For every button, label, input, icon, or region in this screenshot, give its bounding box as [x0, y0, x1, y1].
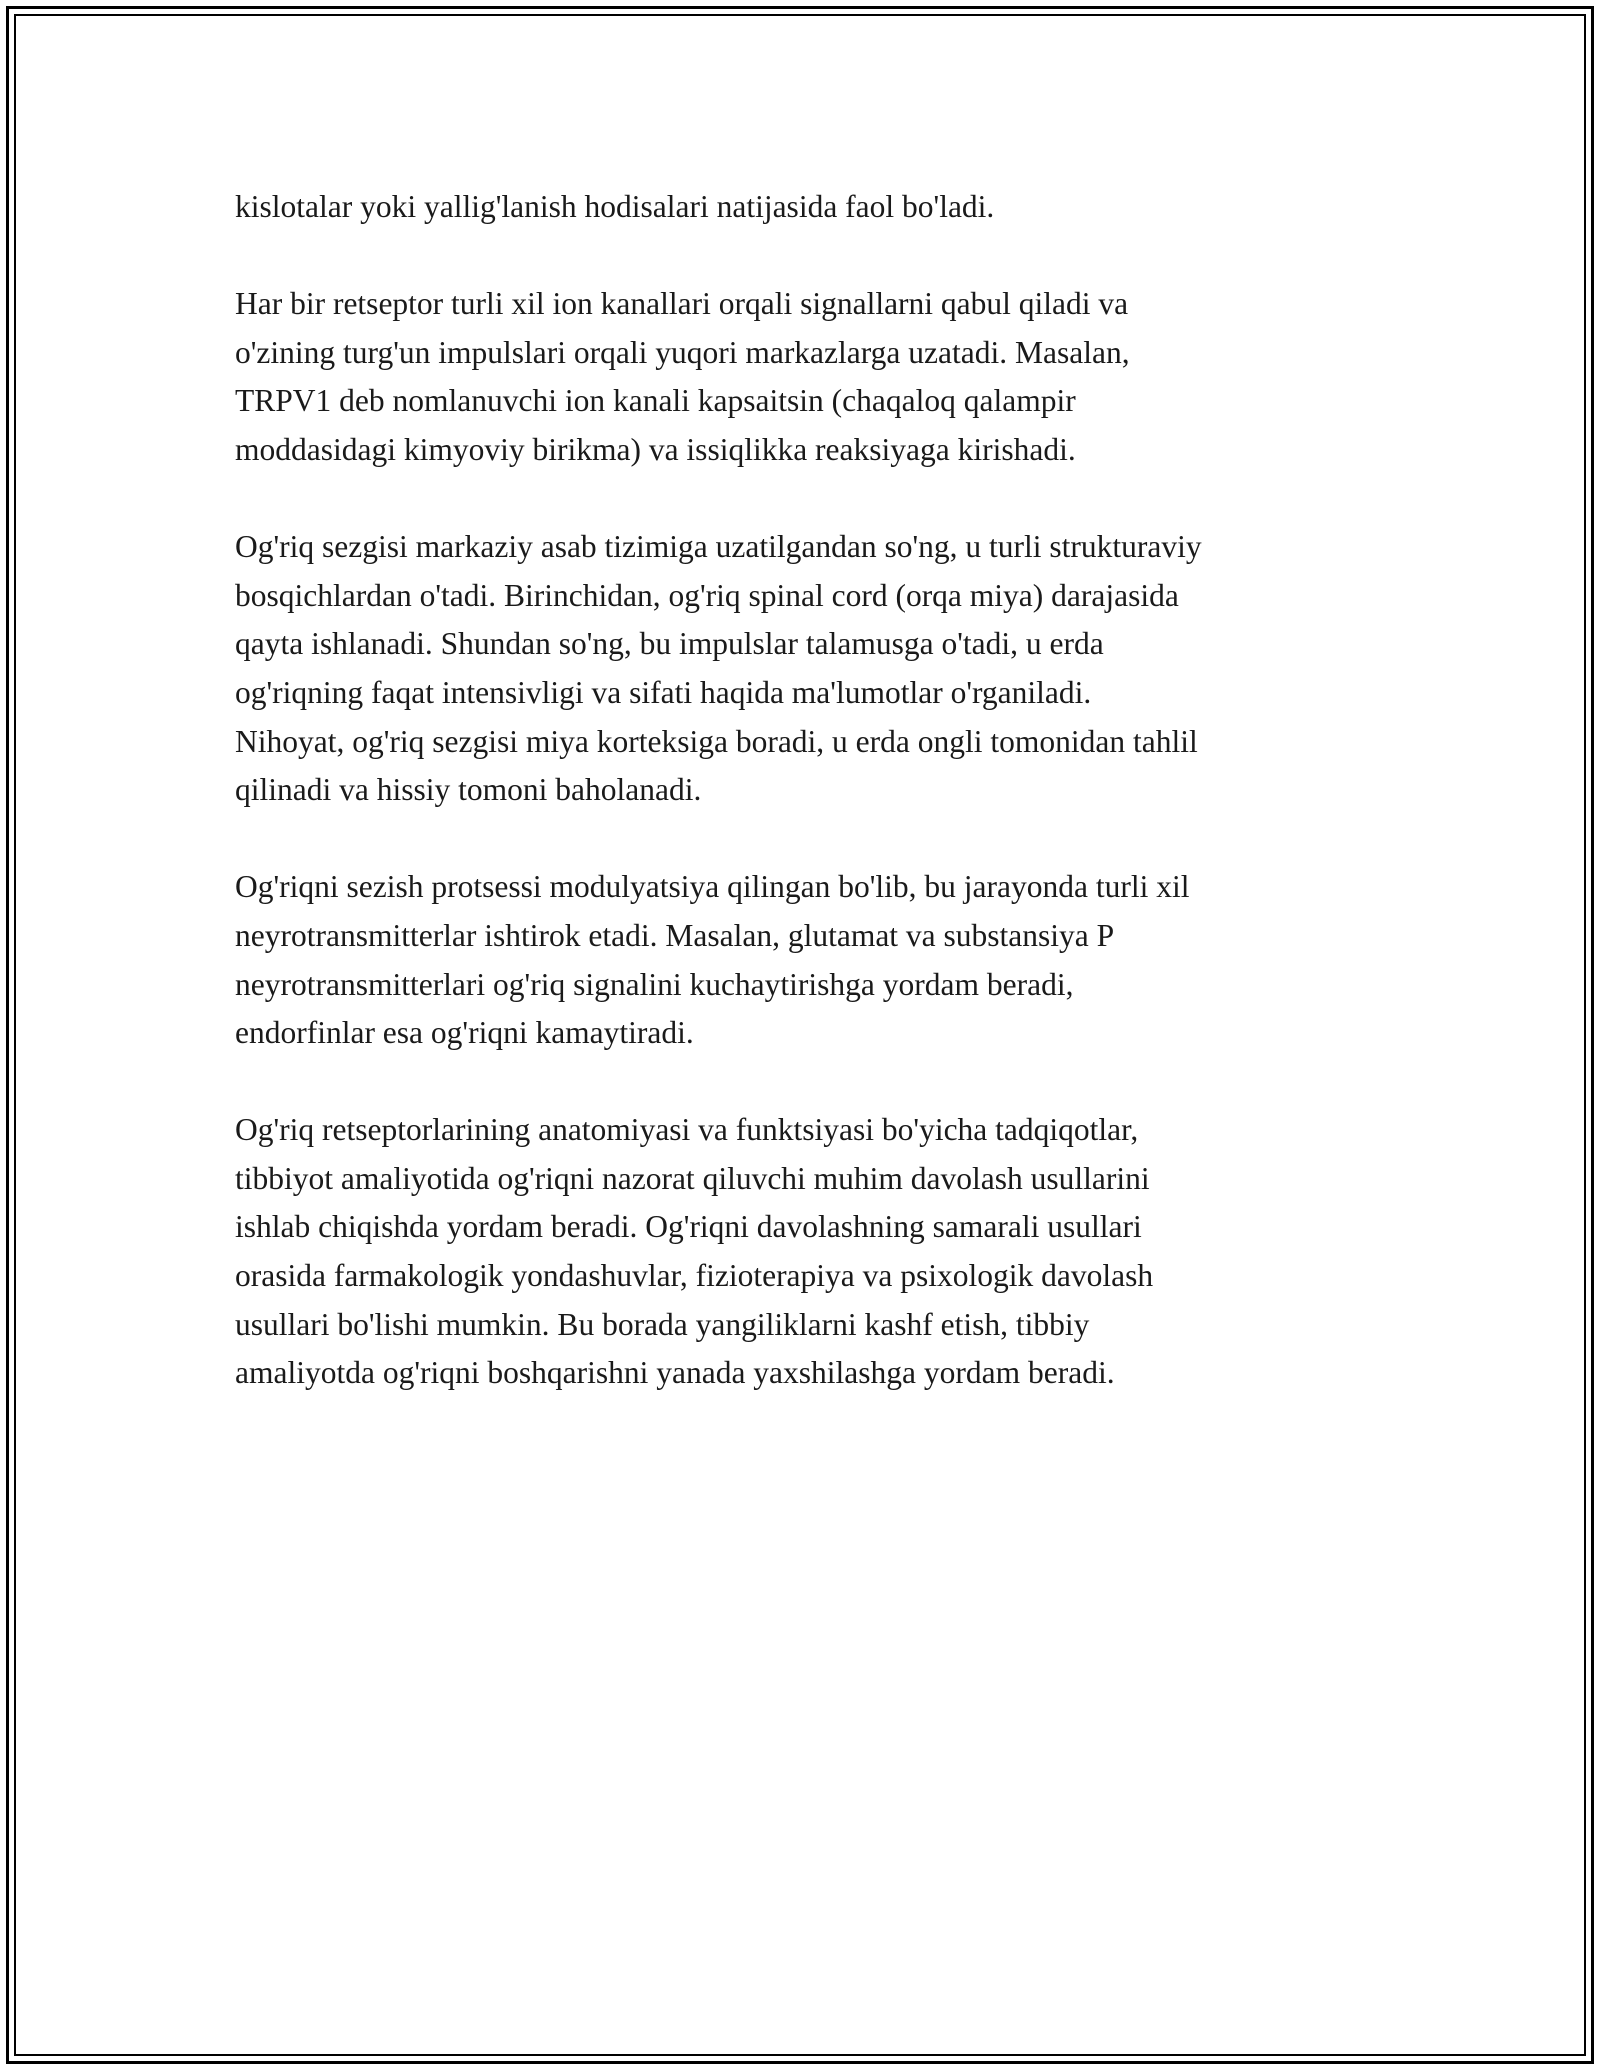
paragraph-3: [235, 523, 1385, 815]
text-line: neyrotransmitterlari og'riq signalini kuchaytirishga yordam beradi,: [235, 966, 1074, 1002]
text-line: tibbiyot amaliyotida og'riqni nazorat qiluvchi muhim davolash usullarini: [235, 1160, 1150, 1196]
text-line: bosqichlardan o'tadi. Birinchidan, og'riq spinal cord (orqa miya) darajasida: [235, 577, 1179, 613]
text-line: ishlab chiqishda yordam beradi. Og'riqni davolashning samarali usullari: [235, 1209, 1142, 1245]
text-line: Og'riqni sezish protsessi modulyatsiya qilingan bo'lib, bu jarayonda turli xil: [235, 869, 1190, 905]
paragraph-1: [235, 183, 1385, 232]
document-body: [235, 183, 1385, 1446]
text-line: kislotalar yoki yallig'lanish hodisalari natijasida faol bo'ladi.: [235, 189, 995, 224]
text-line: Har bir retseptor turli xil ion kanallari orqali signallarni qabul qiladi va: [235, 286, 1129, 322]
text-line: neyrotransmitterlar ishtirok etadi. Masalan, glutamat va substansiya P: [235, 917, 1115, 953]
text-line: usullari bo'lishi mumkin. Bu borada yangiliklarni kashf etish, tibbiy: [235, 1306, 1090, 1342]
text-line: moddasidagi kimyoviy birikma) va issiqlikka reaksiyaga kirishadi.: [235, 431, 1076, 467]
text-line: TRPV1 deb nomlanuvchi ion kanali kapsaitsin (chaqaloq qalampir: [235, 383, 1076, 419]
paragraph-2: [235, 280, 1385, 474]
paragraph-5: [235, 1106, 1385, 1398]
text-line: endorfinlar esa og'riqni kamaytiradi.: [235, 1015, 694, 1051]
text-line: Og'riq retseptorlarining anatomiyasi va funktsiyasi bo'yicha tadqiqotlar,: [235, 1112, 1139, 1148]
text-line: og'riqning faqat intensivligi va sifati haqida ma'lumotlar o'rganiladi.: [235, 674, 1092, 710]
text-line: amaliyotda og'riqni boshqarishni yanada yaxshilashga yordam beradi.: [235, 1355, 1115, 1391]
text-line: Nihoyat, og'riq sezgisi miya korteksiga boradi, u erda ongli tomonidan tahlil: [235, 723, 1198, 759]
text-line: o'zining turg'un impulslari orqali yuqori markazlarga uzatadi. Masalan,: [235, 334, 1130, 370]
text-line: qilinadi va hissiy tomoni baholanadi.: [235, 772, 702, 808]
text-line: qayta ishlanadi. Shundan so'ng, bu impulslar talamusga o'tadi, u erda: [235, 626, 1104, 662]
text-line: Og'riq sezgisi markaziy asab tizimiga uzatilgandan so'ng, u turli strukturaviy: [235, 529, 1202, 565]
paragraph-4: [235, 863, 1385, 1057]
text-line: orasida farmakologik yondashuvlar, fizioterapiya va psixologik davolash: [235, 1258, 1154, 1294]
